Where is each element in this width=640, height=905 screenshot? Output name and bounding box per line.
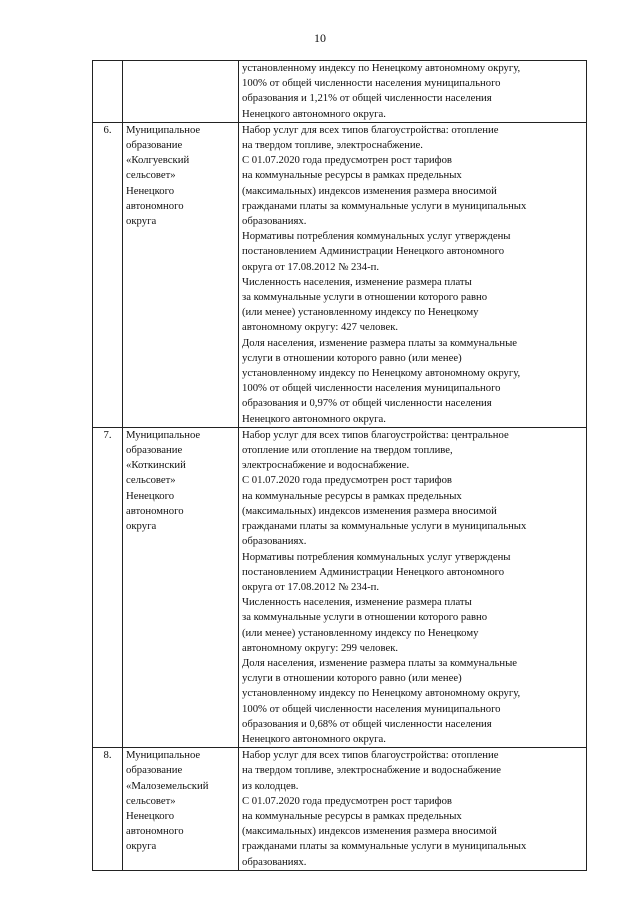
description-line: установленному индексу по Ненецкому автономному округу, — [242, 62, 521, 74]
municipality-name-line: образование — [126, 764, 183, 777]
table-row — [93, 748, 587, 871]
description-line: образования и 0,68% от общей численности населения — [242, 717, 492, 730]
municipality-name-line: «Коткинский — [126, 459, 186, 472]
description-line: Ненецкого автономного округа. — [242, 732, 386, 745]
description-line: Набор услуг для всех типов благоустройства: отопление — [242, 749, 499, 762]
description-line: Численность населения, изменение размера платы — [242, 275, 472, 288]
description-line: автономному округу: 299 человек. — [242, 641, 399, 654]
description-line: гражданами платы за коммунальные услуги в муниципальных — [242, 520, 527, 533]
description-line: С 01.07.2020 года предусмотрен рост тарифов — [242, 474, 452, 487]
description-line: Численность населения, изменение размера платы — [242, 596, 472, 609]
table-row — [93, 61, 587, 123]
municipality-name — [123, 748, 239, 871]
service-description — [239, 427, 587, 747]
description-line: Ненецкого автономного округа. — [242, 107, 386, 120]
description-line: 100% от общей численности населения муниципального — [242, 702, 501, 715]
municipality-name-line: автономного — [126, 199, 184, 212]
municipality-name-line: Муниципальное — [126, 123, 201, 136]
description-line: С 01.07.2020 года предусмотрен рост тарифов — [242, 794, 452, 807]
municipality-name-line: образование — [126, 139, 183, 152]
row-number: 6. — [93, 122, 123, 427]
row-number: 7. — [93, 427, 123, 747]
description-line: округа от 17.08.2012 № 234-п. — [242, 260, 380, 273]
description-line: установленному индексу по Ненецкому автономному округу, — [242, 687, 521, 700]
municipality-name-line: сельсовет» — [126, 169, 176, 182]
description-line: 100% от общей численности населения муниципального — [242, 382, 501, 395]
description-line: на коммунальные ресурсы в рамках предельных — [242, 809, 462, 822]
municipality-name-line: автономного — [126, 504, 184, 517]
description-line: Набор услуг для всех типов благоустройства: центральное — [242, 428, 509, 441]
row-number — [93, 61, 123, 123]
description-line: электроснабжение и водоснабжение. — [242, 459, 410, 472]
description-line: образованиях. — [242, 855, 307, 868]
description-line: гражданами платы за коммунальные услуги в муниципальных — [242, 840, 527, 853]
description-line: (максимальных) индексов изменения размера вносимой — [242, 825, 497, 838]
municipality-name-line: образование — [126, 444, 183, 457]
description-line: (максимальных) индексов изменения размера вносимой — [242, 504, 497, 517]
municipality-name — [123, 122, 239, 427]
municipality-name-line: округа — [126, 520, 157, 533]
table-body — [93, 61, 587, 871]
description-line: 100% от общей численности населения муниципального — [242, 77, 501, 90]
municipality-name — [123, 61, 239, 123]
municipality-name-line: округа — [126, 840, 157, 853]
municipality-name-line: «Малоземельский — [126, 779, 209, 792]
description-line: из колодцев. — [242, 779, 299, 792]
description-line: постановлением Администрации Ненецкого автономного — [242, 245, 505, 258]
description-line: Доля населения, изменение размера платы за коммунальные — [242, 336, 518, 349]
description-line: на коммунальные ресурсы в рамках предельных — [242, 169, 462, 182]
description-line: (максимальных) индексов изменения размера вносимой — [242, 184, 497, 197]
description-line: образованиях. — [242, 215, 307, 228]
description-line: на твердом топливе, электроснабжение и водоснабжение — [242, 764, 501, 777]
description-line: Нормативы потребления коммунальных услуг утверждены — [242, 230, 511, 243]
municipality-name — [123, 427, 239, 747]
description-line: образования и 0,97% от общей численности населения — [242, 397, 492, 410]
service-description — [239, 61, 587, 123]
description-line: услуги в отношении которого равно (или менее) — [242, 351, 462, 364]
description-line: Доля населения, изменение размера платы за коммунальные — [242, 656, 518, 669]
description-line: образованиях. — [242, 535, 307, 548]
description-line: отопление или отопление на твердом топливе, — [242, 444, 453, 457]
municipality-name-line: «Колгуевский — [126, 154, 190, 167]
description-line: Нормативы потребления коммунальных услуг утверждены — [242, 550, 511, 563]
municipality-name-line: сельсовет» — [126, 474, 176, 487]
description-line: образования и 1,21% от общей численности населения — [242, 92, 492, 105]
description-line: установленному индексу по Ненецкому автономному округу, — [242, 367, 521, 380]
table-row — [93, 122, 587, 427]
municipality-name-line: Муниципальное — [126, 749, 201, 762]
row-number: 8. — [93, 748, 123, 871]
table-row — [93, 427, 587, 747]
description-line: на коммунальные ресурсы в рамках предельных — [242, 489, 462, 502]
municipality-name-line: Ненецкого — [126, 809, 175, 822]
service-description — [239, 748, 587, 871]
municipality-name-line: автономного — [126, 825, 184, 838]
description-line: (или менее) установленному индексу по Ненецкому — [242, 626, 479, 639]
description-line: Ненецкого автономного округа. — [242, 412, 386, 425]
description-line: округа от 17.08.2012 № 234-п. — [242, 580, 380, 593]
description-line: постановлением Администрации Ненецкого автономного — [242, 565, 505, 578]
tariff-table — [92, 60, 587, 871]
description-line: на твердом топливе, электроснабжение. — [242, 139, 423, 152]
service-description — [239, 122, 587, 427]
description-line: Набор услуг для всех типов благоустройства: отопление — [242, 123, 499, 136]
description-line: гражданами платы за коммунальные услуги в муниципальных — [242, 199, 527, 212]
municipality-name-line: Ненецкого — [126, 489, 175, 502]
description-line: С 01.07.2020 года предусмотрен рост тарифов — [242, 154, 452, 167]
municipality-name-line: округа — [126, 215, 157, 228]
description-line: автономному округу: 427 человек. — [242, 321, 399, 334]
municipality-name-line: Ненецкого — [126, 184, 175, 197]
description-line: за коммунальные услуги в отношении которого равно — [242, 291, 488, 304]
description-line: услуги в отношении которого равно (или менее) — [242, 672, 462, 685]
description-line: за коммунальные услуги в отношении которого равно — [242, 611, 488, 624]
description-line: (или менее) установленному индексу по Ненецкому — [242, 306, 479, 319]
municipality-name-line: сельсовет» — [126, 794, 176, 807]
municipality-name-line: Муниципальное — [126, 428, 201, 441]
page-number: 10 — [314, 31, 326, 45]
